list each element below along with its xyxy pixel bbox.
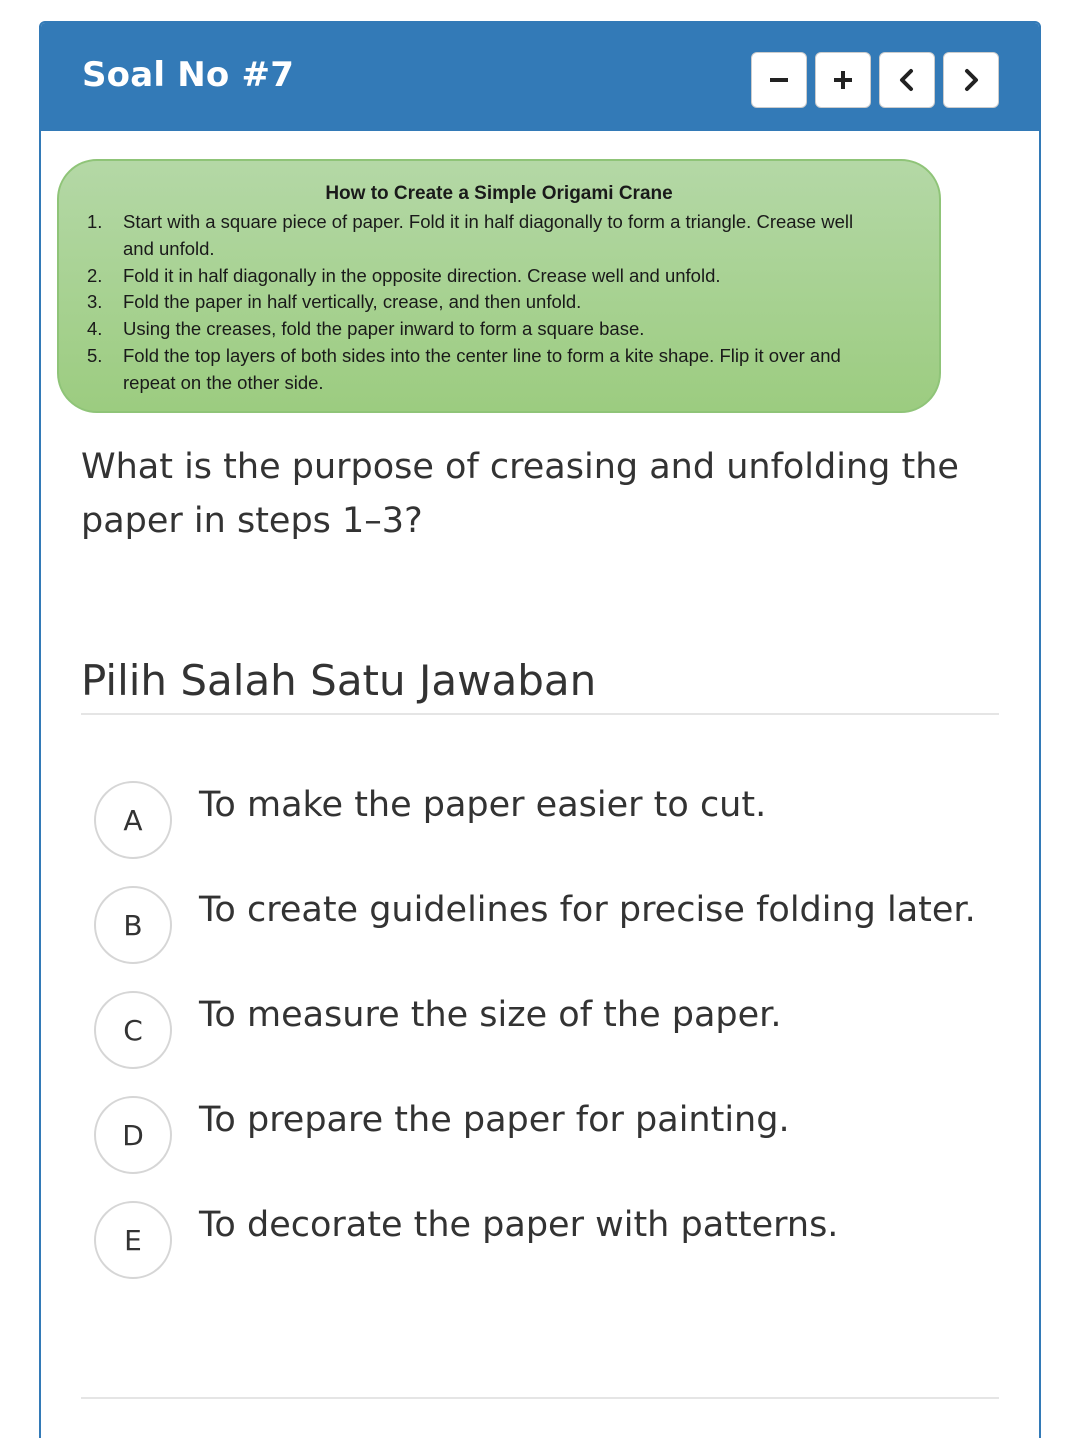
option-text[interactable]: To measure the size of the paper. [199,995,782,1035]
option-c[interactable] [94,991,974,1071]
option-letter[interactable]: A [94,781,172,859]
option-b[interactable] [94,886,974,966]
step-item: 4. Using the creases, fold the paper inward to form a square base. [87,318,645,340]
question-number-title: Soal No #7 [82,55,295,95]
steps-list [87,209,887,397]
divider [81,1397,999,1399]
answers-heading: Pilih Salah Satu Jawaban [81,656,597,705]
toolbar [751,52,999,108]
step-item: 3. Fold the paper in half vertically, crease, and then unfold. [87,291,582,313]
option-text[interactable]: To prepare the paper for painting. [199,1100,790,1140]
option-letter[interactable]: B [94,886,172,964]
divider [81,713,999,715]
question-text: What is the purpose of creasing and unfolding the paper in steps 1–3? [81,447,959,541]
panel-header [41,23,1039,131]
option-text[interactable]: To create guidelines for precise folding later. [199,890,976,930]
option-a[interactable] [94,781,974,861]
step-item: 1. Start with a square piece of paper. Fold it in half diagonally to form a triangle. Crease well and unfold. [87,211,854,259]
zoom-in-button[interactable] [815,52,871,108]
option-text[interactable]: To make the paper easier to cut. [199,785,767,825]
zoom-out-button[interactable] [751,52,807,108]
plus-icon [829,66,857,94]
stimulus-box [57,159,941,413]
next-question-button[interactable] [943,52,999,108]
step-item: 2. Fold it in half diagonally in the opposite direction. Crease well and unfold. [87,264,721,286]
chevron-left-icon [893,66,921,94]
option-text[interactable]: To decorate the paper with patterns. [199,1205,839,1245]
option-d[interactable] [94,1096,974,1176]
previous-question-button[interactable] [879,52,935,108]
chevron-right-icon [957,66,985,94]
minus-icon [765,66,793,94]
option-letter[interactable]: E [94,1201,172,1279]
option-e[interactable] [94,1201,974,1281]
step-item: 5. Fold the top layers of both sides into the center line to form a kite shape. Flip it over and repeat on the other side. [87,344,841,393]
stimulus-title: How to Create a Simple Origami Crane [325,183,673,204]
option-letter[interactable]: C [94,991,172,1069]
option-letter[interactable]: D [94,1096,172,1174]
